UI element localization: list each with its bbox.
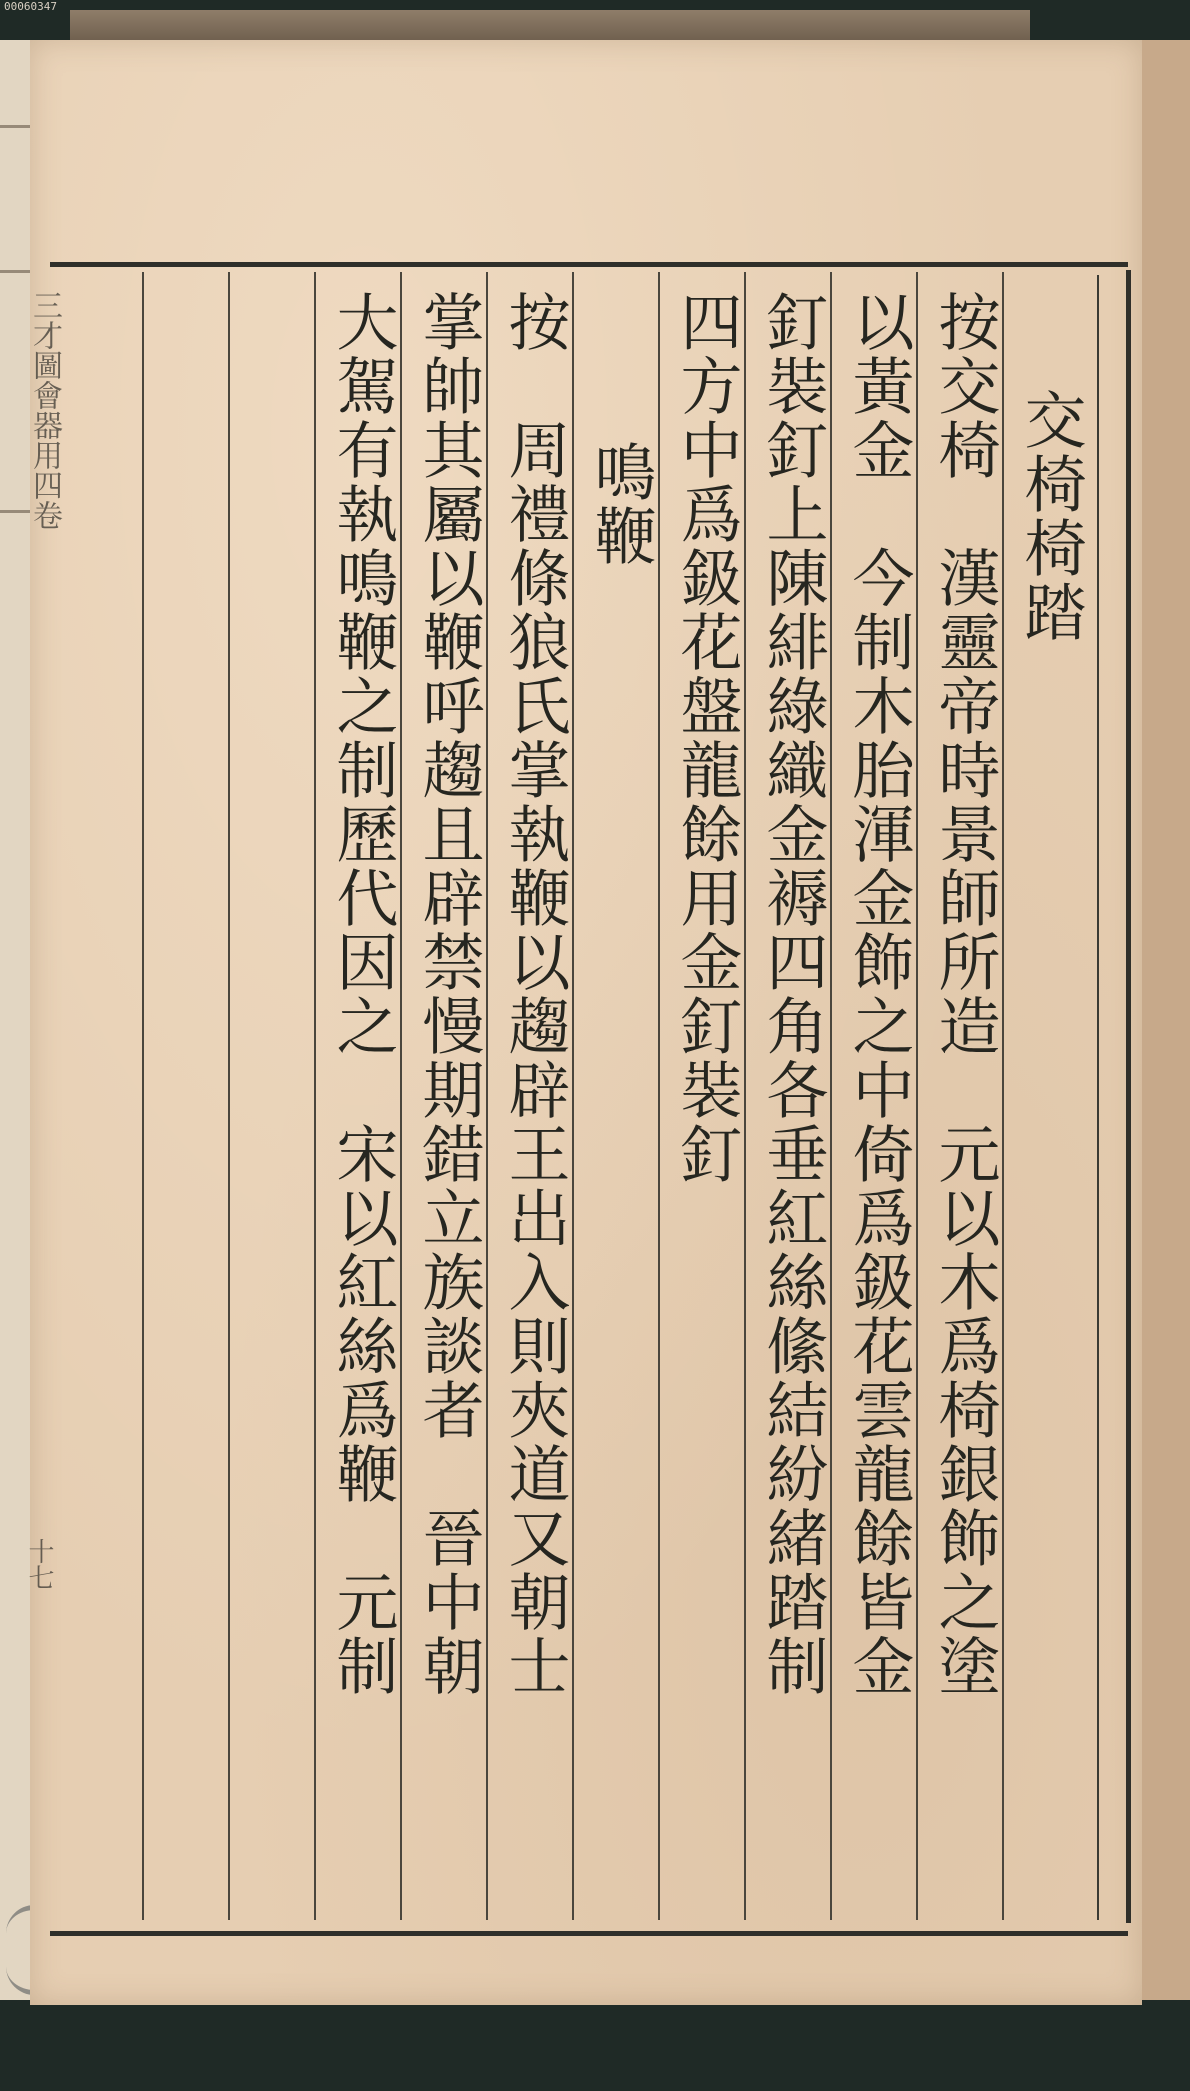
- text-column: 按交椅 漢靈帝時景師所造 元以木爲椅銀飾之塗: [928, 290, 1001, 1698]
- frame-right-inner-border: [1097, 275, 1099, 1920]
- frame-right-border: [1126, 270, 1131, 1923]
- column-rule: [314, 272, 316, 1920]
- page-edge-stack: [1140, 40, 1190, 2000]
- section-title-column: 交椅椅踏: [1014, 388, 1087, 644]
- text-column: 掌帥其屬以鞭呼趨且辟禁慢期錯立族談者 晉中朝: [412, 290, 485, 1698]
- column-rule: [142, 272, 144, 1920]
- text-column: 按 周禮條狼氏掌執鞭以趨辟王出入則夾道又朝士: [498, 290, 571, 1698]
- margin-leaf-number: 十七: [24, 1538, 54, 1590]
- text-column: 以黃金 今制木胎渾金飾之中倚爲鈒花雲龍餘皆金: [842, 290, 915, 1698]
- section-title-column: 鳴鞭: [584, 440, 657, 568]
- text-column: 釘裝釘上陳緋綠織金褥四角各垂紅絲絛結紛緒踏制: [756, 290, 829, 1698]
- text-column: 四方中爲鈒花盤龍餘用金釘裝釘: [670, 290, 743, 1186]
- scan-id-label: 00060347: [4, 0, 57, 13]
- book-page: [24, 40, 1142, 2005]
- text-column: 大駕有執鳴鞭之制歷代因之 宋以紅絲爲鞭 元制: [326, 290, 399, 1698]
- margin-book-title: 三才圖會器用四卷: [27, 290, 62, 530]
- column-rule: [228, 272, 230, 1920]
